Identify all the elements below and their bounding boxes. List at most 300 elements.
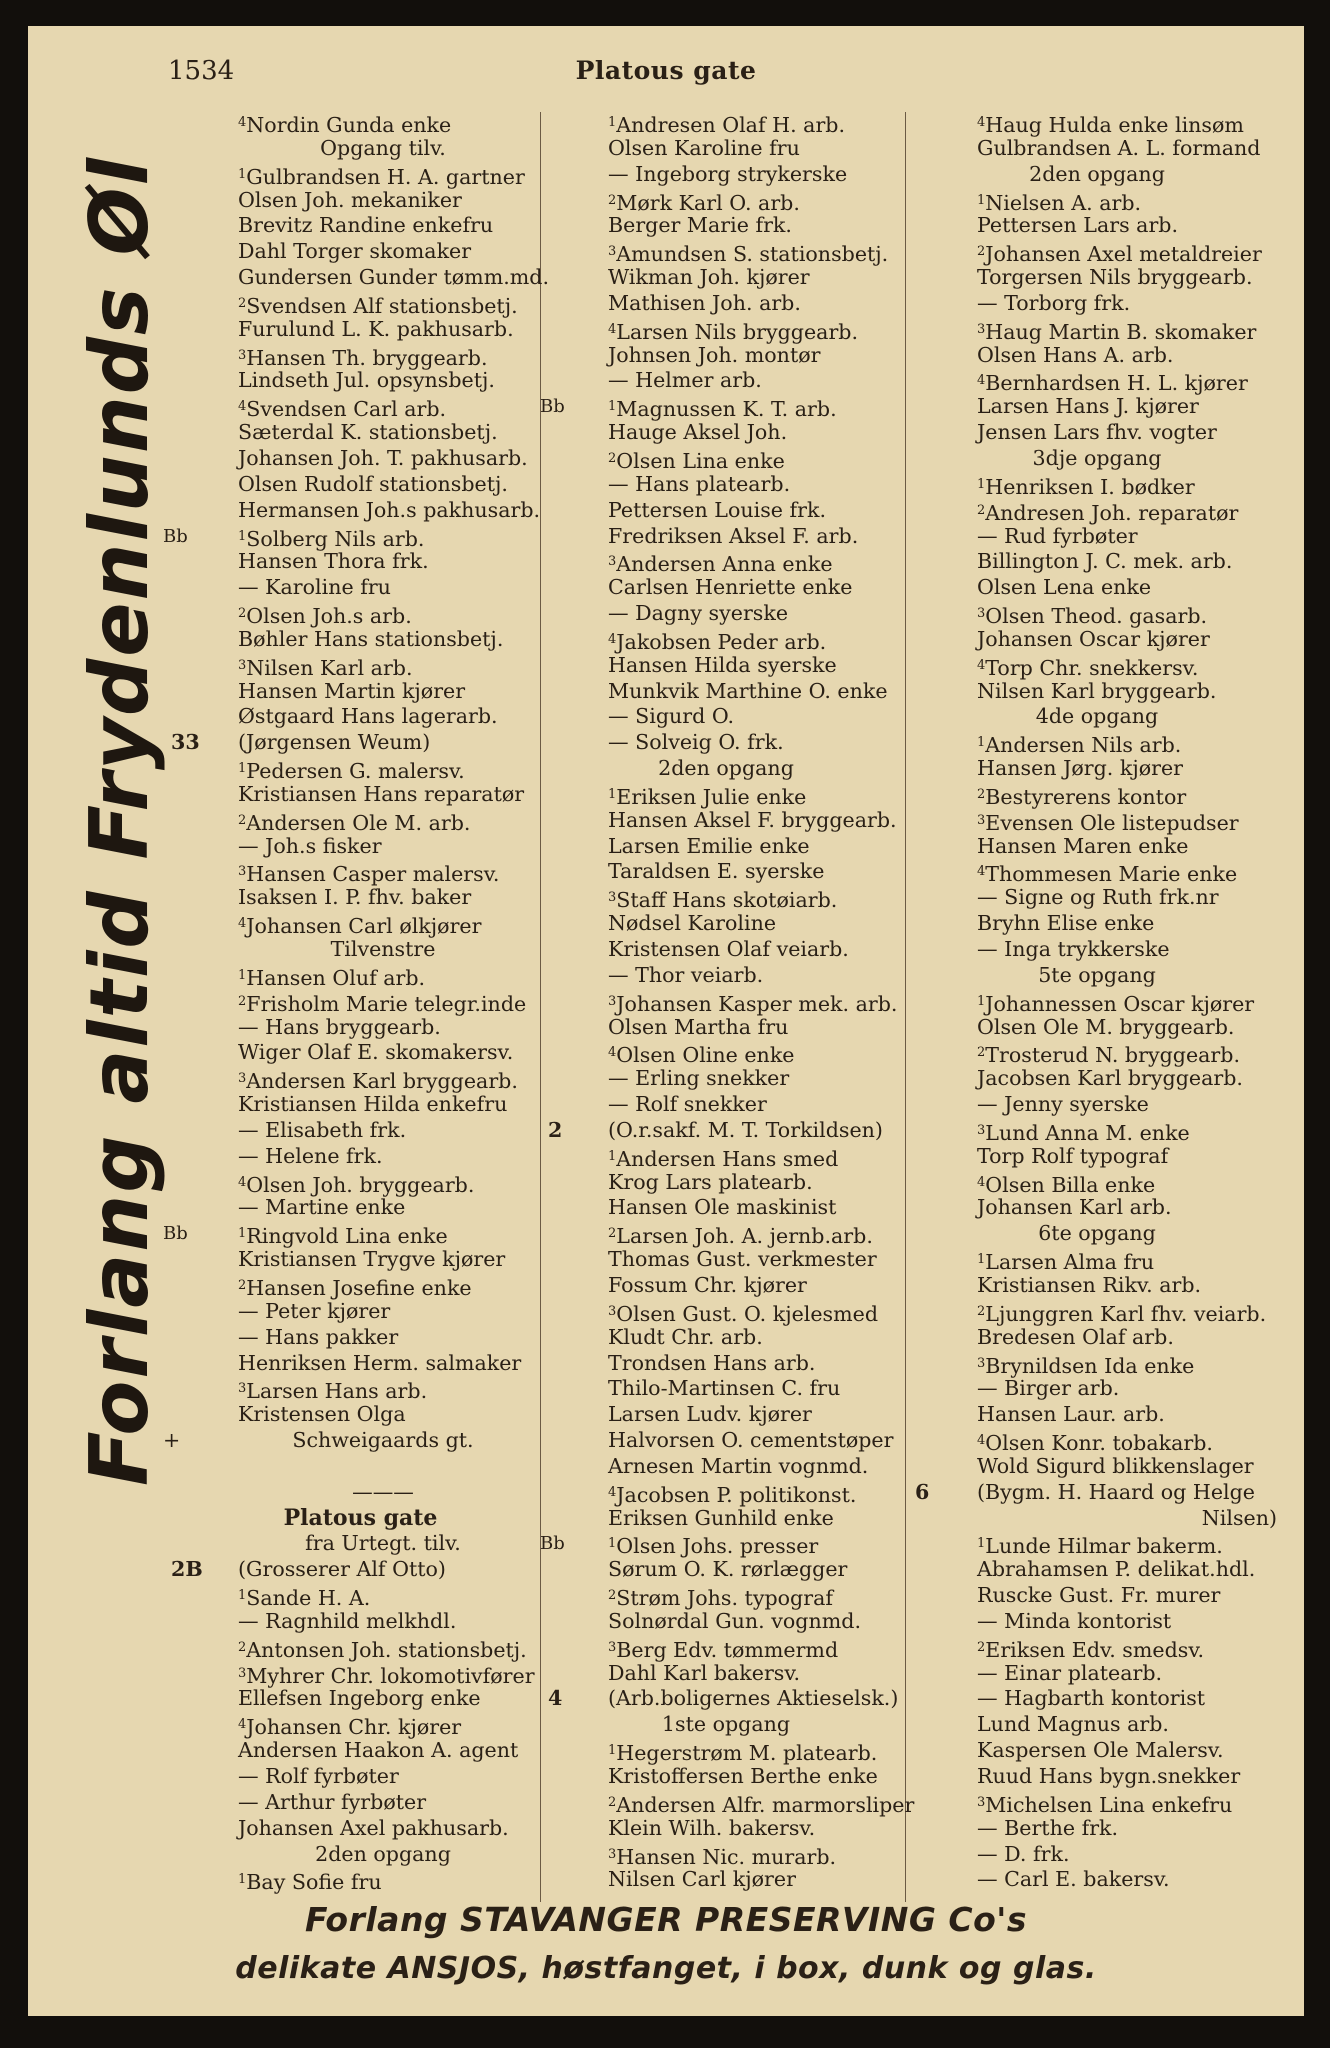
entry-text: — Martine enke xyxy=(238,1195,406,1220)
entry-text: Haug Martin B. skomaker xyxy=(985,319,1257,344)
directory-entry xyxy=(907,1040,1287,1066)
directory-entry xyxy=(163,885,558,911)
directory-entry xyxy=(163,575,558,601)
entry-text: Fossum Chr. kjører xyxy=(608,1272,807,1297)
entry-text: Olsen Lena enke xyxy=(977,575,1152,600)
entry-text: Larsen Hans arb. xyxy=(246,1379,428,1404)
entry-heading xyxy=(163,1842,558,1868)
entry-text: Bernhardsen H. L. kjører xyxy=(985,371,1248,396)
entry-text: Johansen Carl ølkjører xyxy=(246,914,482,939)
entry-text: Thommesen Marie enke xyxy=(985,862,1238,887)
entry-text: Hansen Maren enke xyxy=(977,833,1189,858)
entry-text: 5te opgang xyxy=(1038,962,1156,987)
directory-entry xyxy=(907,1816,1287,1842)
directory-entry xyxy=(907,1118,1287,1144)
entry-text: Eriksen Julie enke xyxy=(616,784,807,809)
directory-entry xyxy=(907,498,1287,524)
directory-entry xyxy=(163,911,558,937)
directory-entry xyxy=(163,653,558,679)
entry-text: — Dagny syerske xyxy=(608,601,789,626)
directory-entry xyxy=(163,1351,558,1377)
directory-entry xyxy=(907,937,1287,963)
entry-text: Johansen Kasper mek. arb. xyxy=(616,991,898,1016)
directory-entry xyxy=(907,627,1287,653)
directory-entry xyxy=(163,1557,558,1583)
entry-text: 2den opgang xyxy=(1029,161,1165,186)
directory-entry xyxy=(907,1557,1287,1583)
entry-text: — Hans bryggearb. xyxy=(238,1014,441,1039)
directory-entry xyxy=(163,317,558,343)
directory-entry xyxy=(163,601,558,627)
entry-text: Gundersen Gunder tømm.md. xyxy=(238,265,550,290)
entry-text: (Jørgensen Weum) xyxy=(238,730,431,755)
directory-entry xyxy=(907,1195,1287,1221)
entry-text: Olsen Rudolf stationsbetj. xyxy=(238,471,508,496)
floor-superscript: 1 xyxy=(238,1226,247,1242)
entry-text: Henriksen Herm. salmaker xyxy=(238,1350,522,1375)
floor-superscript: 2 xyxy=(977,244,986,260)
entry-text: Ringvold Lina enke xyxy=(246,1224,448,1249)
directory-entry xyxy=(907,911,1287,937)
directory-entry xyxy=(540,446,912,472)
floor-superscript: 1 xyxy=(238,1588,247,1604)
entry-text: Olsen Lina enke xyxy=(616,448,785,473)
directory-entry xyxy=(907,1299,1287,1325)
directory-entry xyxy=(907,549,1287,575)
directory-entry xyxy=(540,1738,912,1764)
directory-entry xyxy=(540,679,912,705)
directory-entry xyxy=(163,756,558,782)
directory-entry xyxy=(163,213,558,239)
floor-superscript: 2 xyxy=(238,812,247,828)
floor-superscript: 1 xyxy=(238,761,247,777)
floor-superscript: 4 xyxy=(977,373,986,389)
directory-entry xyxy=(907,859,1287,885)
entry-text: — Solveig O. frk. xyxy=(608,730,784,755)
entry-text: Johansen Joh. T. pakhusarb. xyxy=(238,445,528,470)
entry-heading xyxy=(163,1454,558,1480)
floor-superscript: 3 xyxy=(238,657,247,673)
entry-text: Munkvik Marthine O. enke xyxy=(608,678,888,703)
directory-entry xyxy=(163,368,558,394)
floor-superscript: 3 xyxy=(977,812,986,828)
entry-text: — Hans pakker xyxy=(238,1324,399,1349)
directory-entry xyxy=(540,1506,912,1532)
directory-entry xyxy=(907,1609,1287,1635)
directory-entry xyxy=(163,1712,558,1738)
directory-entry xyxy=(163,1867,558,1893)
directory-entry xyxy=(163,1221,558,1247)
entry-text: Frisholm Marie telegr.inde xyxy=(246,991,527,1016)
directory-entry xyxy=(540,265,912,291)
floor-superscript: 3 xyxy=(608,244,617,260)
entry-text: Kludt Chr. arb. xyxy=(608,1324,763,1349)
floor-superscript: 1 xyxy=(238,166,247,182)
entry-text: Sørum O. K. rørlægger xyxy=(608,1557,848,1582)
entry-text: Trondsen Hans arb. xyxy=(608,1350,816,1375)
directory-entry xyxy=(907,601,1287,627)
directory-entry xyxy=(540,989,912,1015)
entry-text: Wiger Olaf E. skomakersv. xyxy=(238,1040,514,1065)
directory-entry xyxy=(540,343,912,369)
directory-entry xyxy=(907,885,1287,911)
directory-entry xyxy=(907,679,1287,705)
directory-entry xyxy=(163,1118,558,1144)
directory-entry xyxy=(540,1790,915,1817)
entry-text: Solnørdal Gun. vognmd. xyxy=(608,1608,861,1633)
entry-text: — Thor veiarb. xyxy=(608,962,764,987)
floor-superscript: 3 xyxy=(977,1355,986,1371)
entry-text: Nilsen Karl bryggearb. xyxy=(977,678,1217,703)
floor-superscript: 3 xyxy=(238,1071,247,1087)
directory-entry xyxy=(540,1661,912,1687)
directory-entry xyxy=(907,368,1287,394)
directory-entry xyxy=(163,239,558,265)
entry-text: Amundsen S. stationsbetj. xyxy=(616,242,889,267)
entry-text: Olsen Oline enke xyxy=(616,1043,795,1068)
entry-text: Hansen Th. bryggearb. xyxy=(246,345,488,370)
floor-superscript: 4 xyxy=(608,631,617,647)
entry-text: Furulund L. K. pakhusarb. xyxy=(238,316,514,341)
directory-entry xyxy=(540,1531,912,1557)
floor-superscript: 1 xyxy=(977,476,986,492)
entry-text: Olsen Konr. tobakarb. xyxy=(985,1431,1213,1456)
entry-text: Hansen Jørg. kjører xyxy=(977,756,1183,781)
entry-text: Berger Marie frk. xyxy=(608,213,792,238)
directory-entry xyxy=(163,188,558,214)
directory-entry xyxy=(907,1247,1287,1273)
entry-marker: Bb xyxy=(540,1533,565,1555)
entry-text: — Karoline fru xyxy=(238,575,391,600)
floor-superscript: 3 xyxy=(608,554,617,570)
entry-text: Mathisen Joh. arb. xyxy=(608,290,801,315)
entry-text: Brynildsen Ida enke xyxy=(985,1353,1195,1378)
entry-text: fra Urtegt. tilv. xyxy=(305,1531,461,1556)
directory-entry xyxy=(163,1273,558,1299)
directory-entry xyxy=(540,1040,912,1066)
floor-superscript: 1 xyxy=(977,993,986,1009)
directory-entry xyxy=(163,1790,558,1816)
floor-superscript: 4 xyxy=(238,115,247,130)
floor-superscript: 2 xyxy=(608,1226,617,1242)
directory-entry xyxy=(163,472,558,498)
entry-text: Andersen Haakon A. agent xyxy=(238,1738,519,1763)
floor-superscript: 3 xyxy=(977,606,986,622)
directory-entry xyxy=(163,420,558,446)
entry-text: — Torborg frk. xyxy=(977,290,1131,315)
entry-text: Olsen Ole M. bryggearb. xyxy=(977,1014,1235,1039)
house-number: 6 xyxy=(915,1479,930,1504)
entry-text: — Minda kontorist xyxy=(977,1608,1172,1633)
entry-text: Sæterdal K. stationsbetj. xyxy=(238,420,498,445)
directory-entry xyxy=(163,1299,558,1325)
entry-text: Magnussen K. T. arb. xyxy=(616,397,837,422)
entry-text: Isaksen I. P. fhv. baker xyxy=(238,885,472,910)
entry-text: Bestyrerens kontor xyxy=(985,784,1187,809)
entry-text: Jacobsen P. politikonst. xyxy=(616,1482,857,1507)
directory-entry xyxy=(540,420,912,446)
entry-text: Staff Hans skotøiarb. xyxy=(616,888,838,913)
entry-text: 3dje opgang xyxy=(1032,445,1162,470)
entry-text: Bredesen Olaf arb. xyxy=(977,1324,1174,1349)
floor-superscript: 2 xyxy=(238,1639,247,1655)
column-2 xyxy=(540,110,915,1893)
entry-text: Nilsen) xyxy=(1201,1505,1277,1530)
directory-entry xyxy=(907,1661,1287,1687)
entry-text: Pettersen Louise frk. xyxy=(608,497,826,522)
entry-text: Larsen Emilie enke xyxy=(608,833,810,858)
entry-text: Ellefsen Ingeborg enke xyxy=(238,1686,481,1711)
floor-superscript: 4 xyxy=(238,1174,247,1190)
entry-text: Olsen Theod. gasarb. xyxy=(985,604,1208,629)
directory-entry xyxy=(907,808,1287,834)
directory-entry xyxy=(163,1092,558,1118)
directory-entry xyxy=(540,1557,912,1583)
entry-text: Nødsel Karoline xyxy=(608,911,777,936)
entry-text: — Rolf fyrbøter xyxy=(238,1764,399,1788)
directory-entry xyxy=(163,704,558,730)
entry-text: — Erling snekker xyxy=(608,1066,790,1091)
entry-heading xyxy=(907,704,1287,730)
directory-entry xyxy=(163,1325,558,1351)
directory-entry xyxy=(540,1144,912,1170)
directory-entry xyxy=(163,730,558,756)
directory-entry xyxy=(163,394,558,420)
entry-text: Eriksen Edv. smedsv. xyxy=(985,1637,1205,1662)
entry-text: (Grosserer Alf Otto) xyxy=(238,1557,446,1582)
directory-entry xyxy=(907,394,1287,420)
entry-marker: Bb xyxy=(540,396,565,418)
floor-superscript: 4 xyxy=(977,657,986,673)
directory-entry xyxy=(907,1066,1287,1092)
directory-entry xyxy=(163,834,558,860)
floor-superscript: 3 xyxy=(238,864,247,880)
directory-entry xyxy=(163,1040,558,1066)
entry-text: Hansen Ole maskinist xyxy=(608,1195,837,1220)
directory-entry xyxy=(540,1764,912,1790)
entry-text: Tilvenstre xyxy=(330,937,436,961)
house-number: 4 xyxy=(548,1686,563,1711)
entry-text: Hermansen Joh.s pakhusarb. xyxy=(238,497,541,522)
directory-entry xyxy=(540,1092,912,1118)
directory-entry xyxy=(540,885,912,911)
directory-entry xyxy=(907,188,1287,214)
directory-entry xyxy=(907,524,1287,550)
directory-entry xyxy=(907,1428,1287,1454)
floor-superscript: 2 xyxy=(238,1277,247,1293)
column-3 xyxy=(907,110,1287,1893)
directory-entry xyxy=(163,1170,558,1196)
directory-entry xyxy=(540,782,912,808)
floor-superscript: 2 xyxy=(977,1045,986,1061)
floor-superscript: 1 xyxy=(977,192,986,208)
directory-entry xyxy=(907,239,1287,265)
entry-text: Lund Magnus arb. xyxy=(977,1712,1169,1737)
entry-marker: Bb xyxy=(163,1223,188,1245)
directory-entry xyxy=(907,575,1287,601)
entry-text: Michelsen Lina enkefru xyxy=(985,1792,1233,1817)
entry-text: 6te opgang xyxy=(1038,1221,1156,1246)
directory-entry xyxy=(163,549,558,575)
directory-entry xyxy=(540,1325,912,1351)
directory-entry xyxy=(540,1402,912,1428)
directory-entry xyxy=(163,265,558,291)
floor-superscript: 3 xyxy=(977,1794,986,1810)
directory-entry xyxy=(540,1454,912,1480)
directory-entry xyxy=(163,498,558,524)
entry-text: Olsen Billa enke xyxy=(985,1172,1156,1197)
floor-superscript: 1 xyxy=(238,528,247,544)
floor-superscript: 2 xyxy=(238,606,247,622)
entry-text: Østgaard Hans lagerarb. xyxy=(238,704,498,729)
entry-text: Jacobsen Karl bryggearb. xyxy=(977,1066,1243,1091)
directory-entry xyxy=(163,859,558,885)
directory-entry xyxy=(540,601,912,627)
directory-entry xyxy=(163,1635,558,1661)
entry-text: Kristensen Olaf veiarb. xyxy=(608,937,849,961)
directory-entry xyxy=(540,963,912,989)
entry-text: Olsen Gust. O. kjelesmed xyxy=(616,1301,879,1326)
entry-text: Andersen Nils arb. xyxy=(985,733,1182,758)
directory-entry xyxy=(540,213,912,239)
entry-text: Klein Wilh. bakersv. xyxy=(608,1815,816,1840)
directory-entry xyxy=(540,859,912,885)
directory-entry xyxy=(540,911,912,937)
entry-text: Bøhler Hans stationsbetj. xyxy=(238,626,504,651)
directory-entry xyxy=(540,1015,912,1041)
entry-text: Hansen Aksel F. bryggearb. xyxy=(608,807,897,832)
entry-text: Hansen Josefine enke xyxy=(246,1275,472,1300)
directory-entry xyxy=(540,188,912,214)
entry-text: Dahl Karl bakersv. xyxy=(608,1660,801,1685)
directory-entry xyxy=(540,1583,912,1609)
entry-text: Olsen Karoline fru xyxy=(608,135,800,160)
floor-superscript: 3 xyxy=(977,321,986,337)
floor-superscript: 2 xyxy=(977,502,986,518)
directory-entry xyxy=(907,1170,1287,1196)
entry-marker: + xyxy=(163,1428,181,1453)
directory-entry xyxy=(540,136,912,162)
directory-entry xyxy=(540,291,912,317)
directory-entry xyxy=(540,110,912,136)
bottom-advertisement-line-2: delikate ANSJOS, høstfanget, i box, dunk og glas. xyxy=(235,1951,1097,1986)
floor-superscript: 4 xyxy=(608,1484,617,1500)
entry-text: Thilo-Martinsen C. fru xyxy=(608,1376,841,1401)
floor-superscript: 1 xyxy=(238,967,247,983)
page-number: 1534 xyxy=(168,56,235,86)
directory-entry xyxy=(163,679,558,705)
directory-entry xyxy=(907,1273,1287,1299)
directory-entry xyxy=(907,1325,1287,1351)
directory-entry xyxy=(907,730,1287,756)
entry-text: Andersen Anna enke xyxy=(616,552,833,577)
directory-entry xyxy=(540,1273,912,1299)
directory-entry xyxy=(163,1816,558,1842)
entry-text: Svendsen Alf stationsbetj. xyxy=(246,293,518,318)
entry-text: Strøm Johs. typograf xyxy=(616,1586,833,1611)
directory-entry xyxy=(907,1686,1287,1712)
entry-heading xyxy=(163,1480,558,1506)
entry-text: — Rud fyrbøter xyxy=(977,523,1138,548)
entry-text: — Helmer arb. xyxy=(608,368,762,393)
floor-superscript: 1 xyxy=(977,1536,986,1552)
entry-text: Larsen Nils bryggearb. xyxy=(616,319,859,344)
directory-entry xyxy=(540,808,912,834)
directory-entry xyxy=(163,1195,558,1221)
directory-entry xyxy=(163,1066,558,1092)
directory-entry xyxy=(163,1376,558,1402)
entry-text: Haug Hulda enke linsøm xyxy=(985,113,1244,137)
entry-text: — Ingeborg strykerske xyxy=(608,161,848,186)
house-number: 33 xyxy=(171,730,200,755)
directory-entry xyxy=(907,1454,1287,1480)
directory-entry xyxy=(163,291,558,317)
entry-heading xyxy=(907,1221,1287,1247)
entry-text: Andersen Ole M. arb. xyxy=(246,810,471,835)
directory-entry xyxy=(540,1842,912,1868)
floor-superscript: 4 xyxy=(608,1045,617,1061)
entry-text: Hauge Aksel Joh. xyxy=(608,420,788,445)
floor-superscript: 2 xyxy=(238,295,247,311)
directory-entry xyxy=(163,808,558,834)
entry-text: Kristensen Olga xyxy=(238,1402,406,1427)
entry-text: — Sigurd O. xyxy=(608,704,735,729)
entry-text: Olsen Joh. bryggearb. xyxy=(246,1172,475,1197)
entry-text: — Signe og Ruth frk.nr xyxy=(977,885,1219,910)
directory-entry xyxy=(540,937,912,963)
directory-entry xyxy=(540,1247,912,1273)
directory-entry xyxy=(163,110,558,136)
entry-text: — Einar platearb. xyxy=(977,1660,1163,1685)
directory-entry xyxy=(907,291,1287,317)
directory-entry xyxy=(540,498,912,524)
directory-entry xyxy=(907,1015,1287,1041)
entry-text: Kristoffersen Berthe enke xyxy=(608,1764,878,1788)
entry-text: Wold Sigurd blikkenslager xyxy=(977,1453,1254,1478)
entry-text: Nordin Gunda enke xyxy=(246,113,452,137)
entry-heading xyxy=(907,162,1287,188)
entry-text: Abrahamsen P. delikat.hdl. xyxy=(977,1557,1256,1582)
entry-text: Taraldsen E. syerske xyxy=(608,859,825,884)
entry-text: Johnsen Joh. montør xyxy=(608,342,821,367)
entry-heading xyxy=(163,1531,558,1557)
entry-text: Halvorsen O. cementstøper xyxy=(608,1428,894,1453)
directory-entry xyxy=(907,136,1287,162)
entry-text: Sande H. A. xyxy=(246,1586,371,1611)
entry-text: — Joh.s fisker xyxy=(238,833,382,858)
entry-text: Larsen Alma fru xyxy=(985,1250,1155,1275)
entry-text: ——— xyxy=(352,1479,414,1504)
entry-text: Brevitz Randine enkefru xyxy=(238,213,494,238)
directory-entry xyxy=(907,1790,1287,1816)
directory-entry xyxy=(540,1428,912,1454)
directory-entry xyxy=(907,317,1287,343)
entry-text: Ruud Hans bygn.snekker xyxy=(977,1764,1241,1788)
entry-marker: Bb xyxy=(163,525,188,547)
entry-text: — Peter kjører xyxy=(238,1298,391,1323)
floor-superscript: 3 xyxy=(238,1381,247,1397)
directory-entry xyxy=(907,1712,1287,1738)
entry-text: — Carl E. bakersv. xyxy=(977,1867,1170,1892)
entry-text: Andresen Olaf H. arb. xyxy=(616,113,846,137)
entry-text: Lindseth Jul. opsynsbetj. xyxy=(238,368,495,393)
entry-text: — Rolf snekker xyxy=(608,1092,767,1117)
directory-entry xyxy=(163,1402,558,1428)
directory-entry xyxy=(163,524,558,550)
directory-entry xyxy=(540,1686,912,1712)
directory-entry xyxy=(163,627,558,653)
entry-text: Johansen Axel pakhusarb. xyxy=(238,1815,509,1840)
